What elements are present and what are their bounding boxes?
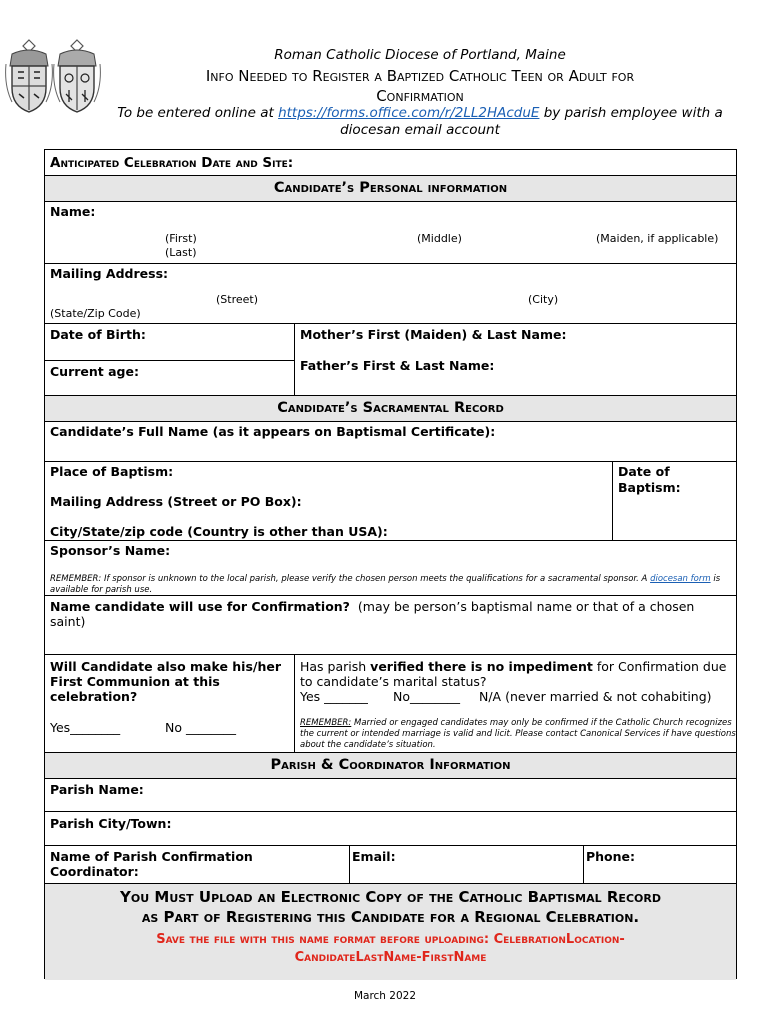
mother-label[interactable]: Mother’s First (Maiden) & Last Name: [300, 327, 567, 342]
remember-note: REMEMBER: Married or engaged candidates may only be confirmed if the Catholic Church recognizes the current or intended marriage is valid and licit. Please contact Canonical Services if have questions about the candidate’s situation. [300, 718, 736, 750]
city-label[interactable]: City/State/zip code (Country is other than USA): [50, 524, 388, 539]
name-last-caption: (Last) [165, 246, 197, 259]
name-label: Name: [50, 204, 96, 219]
date-baptism-cell[interactable] [612, 462, 736, 540]
confname-label: Name candidate will use for Confirmation? (may be person’s baptismal name or that of a chosen saint) [50, 599, 695, 629]
parish-name-row[interactable] [45, 779, 736, 812]
email-cell[interactable] [349, 846, 583, 883]
coordinator-label: Name of Parish Confirmation Coordinator: [50, 849, 253, 879]
upload-notice [45, 884, 736, 980]
anticipated-label: Anticipated Celebration Date and Site: [50, 155, 294, 171]
fullname-row[interactable] [45, 422, 736, 462]
mailing-label: Mailing Address: [50, 266, 169, 281]
sponsor-note: REMEMBER: If sponsor is unknown to the local parish, please verify the chosen person meets the qualifications for a sacramental sponsor. A diocesan form is available for parish use. [50, 574, 721, 595]
mailing-street-caption: (Street) [216, 293, 259, 306]
fullname-label: Candidate’s Full Name (as it appears on Baptismal Certificate): [50, 424, 496, 439]
impediment-na[interactable]: N/A (never married & not cohabiting) [479, 689, 712, 704]
mailing-statezip-caption: (State/Zip Code) [50, 307, 141, 320]
upload-instruction: You Must Upload an Electronic Copy of the Catholic Baptismal Record as Part of Registering this Candidate for a Regional Celebration. [120, 888, 661, 926]
impediment-no[interactable]: No________ [393, 689, 460, 704]
confname-row[interactable] [45, 596, 736, 655]
phone-label: Phone: [586, 849, 636, 864]
sacramental-section-title: Candidate’s Sacramental Record [277, 400, 504, 416]
communion-yes[interactable]: Yes________ [50, 720, 121, 735]
mailing-row[interactable] [45, 264, 736, 324]
dob-label[interactable]: Date of Birth: [50, 327, 146, 342]
father-label[interactable]: Father’s First & Last Name: [300, 358, 495, 373]
communion-row [45, 655, 736, 753]
footer-date: March 2022 [353, 990, 417, 1002]
parish-section-header [45, 753, 736, 779]
communion-cell [45, 655, 294, 752]
impediment-cell [294, 655, 736, 752]
impediment-yes[interactable]: Yes _______ [300, 689, 368, 704]
form-title: Info Needed to Register a Baptized Catholic Teen or Adult for Confirmation [205, 67, 635, 105]
mailing2-label[interactable]: Mailing Address (Street or PO Box): [50, 494, 302, 509]
parish-section-title: Parish & Coordinator Information [270, 757, 511, 773]
parents-cell [294, 324, 736, 395]
parish-city-row[interactable] [45, 812, 736, 846]
email-label: Email: [352, 849, 396, 864]
date-baptism-label: Date of Baptism: [618, 464, 681, 495]
communion-question: Will Candidate also make his/her First Communion at this celebration? [50, 659, 282, 704]
baptism-place-cell [45, 462, 612, 540]
name-maiden-caption: (Maiden, if applicable) [596, 232, 719, 245]
impediment-question: Has parish verified there is no impediment for Confirmation due to candidate’s marital status? [300, 659, 727, 689]
form-instructions: To be entered online at https://forms.office.com/r/2LL2HAcduE by parish employee with a diocesan email account [117, 105, 723, 138]
anticipated-row [45, 150, 736, 176]
dob-age-cell [45, 324, 294, 395]
coordinator-cell[interactable] [45, 846, 349, 883]
communion-no[interactable]: No ________ [165, 720, 236, 735]
parish-name-label: Parish Name: [50, 782, 144, 797]
sacramental-section-header [45, 396, 736, 422]
sponsor-row[interactable] [45, 541, 736, 596]
mailing-city-caption: (City) [528, 293, 559, 306]
personal-section-title: Candidate’s Personal information [273, 180, 508, 196]
coordinator-row [45, 846, 736, 884]
registration-form [44, 149, 737, 979]
parish-city-label: Parish City/Town: [50, 816, 172, 831]
sponsor-label: Sponsor’s Name: [50, 543, 171, 558]
phone-cell[interactable] [583, 846, 736, 883]
name-first-caption: (First) [165, 232, 197, 245]
personal-section-header [45, 176, 736, 202]
baptism-row [45, 462, 736, 541]
diocese-seal-icon [4, 36, 54, 116]
place-label[interactable]: Place of Baptism: [50, 464, 174, 479]
file-name-format: Save the file with this name format before uploading: CelebrationLocation- CandidateLastName-FirstName [156, 932, 625, 965]
name-middle-caption: (Middle) [417, 232, 462, 245]
name-row[interactable] [45, 202, 736, 264]
age-label[interactable]: Current age: [50, 364, 139, 379]
forms-link[interactable]: https://forms.office.com/r/2LL2HAcduE [278, 105, 540, 121]
diocese-name: Roman Catholic Diocese of Portland, Maine [274, 47, 566, 63]
birth-parents-row [45, 324, 736, 396]
diocesan-form-link[interactable]: diocesan form [650, 574, 711, 584]
